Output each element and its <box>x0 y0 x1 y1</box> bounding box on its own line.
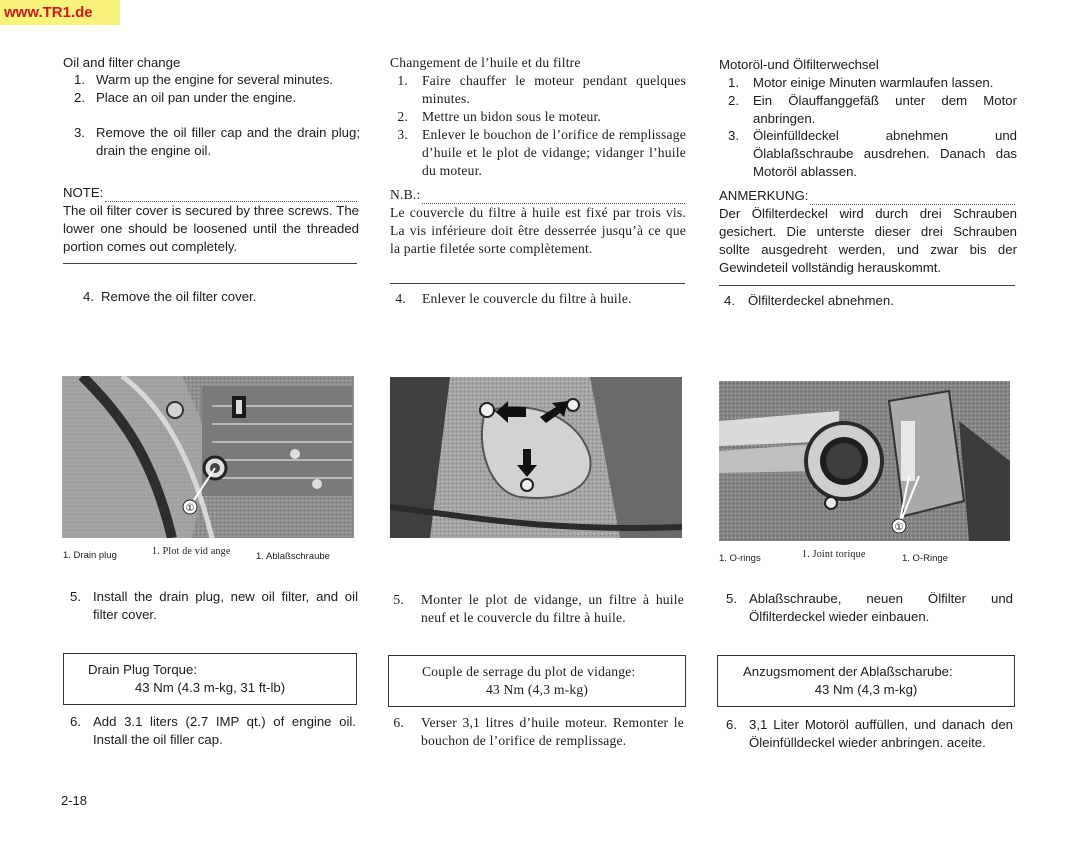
step-en-5 <box>63 588 358 624</box>
torque-label: Drain Plug Torque: <box>88 662 197 677</box>
divider <box>63 263 357 264</box>
torque-box-en <box>63 653 357 705</box>
step-de-3 <box>719 127 1017 181</box>
callout-number: ① <box>894 522 904 533</box>
step-number: 6. <box>393 715 404 730</box>
step-text: Mettre un bidon sous le moteur. <box>422 109 602 124</box>
step-en-3 <box>63 124 360 160</box>
step-text: Install the drain plug, new oil filter, and oil filter cover. <box>93 589 358 622</box>
dotted-line <box>105 190 357 202</box>
step-de-2 <box>719 92 1017 128</box>
step-text: Warm up the engine for several minutes. <box>96 72 333 87</box>
callout-number: ① <box>185 503 195 514</box>
step-number: 5. <box>726 591 737 606</box>
step-text: Öleinfülldeckel abnehmen und Ölablaßschraube ausdrehen. Danach das Motoröl ablassen. <box>753 128 1017 179</box>
section-title-en: Oil and filter change <box>63 55 181 70</box>
caption-o-rings-de: 1. O-Ringe <box>902 553 948 564</box>
step-fr-5 <box>390 591 684 627</box>
step-number: 4. <box>83 289 94 304</box>
caption-o-rings-en: 1. O-rings <box>719 553 761 564</box>
caption-en: 1. Drain plug <box>63 550 117 561</box>
torque-box-de <box>717 655 1015 707</box>
caption-de: 1. Ablaßschraube <box>256 551 330 562</box>
torque-label: Couple de serrage du plot de vidange: <box>422 664 636 679</box>
caption-o-rings-fr: 1. Joint torique <box>802 549 866 560</box>
step-number: 4. <box>395 291 406 306</box>
o-rings-photo-illustration <box>719 381 1010 541</box>
step-number: 1. <box>397 73 408 88</box>
step-fr-2 <box>390 108 686 126</box>
note-text-fr: Le couvercle du filtre à huile est fixé par trois vis. La vis inférieure doit être desserrée jusqu’à ce que la partie filetée sorte complètement. <box>390 205 686 256</box>
step-number: 2. <box>397 109 408 124</box>
divider <box>719 285 1015 286</box>
note-heading-en <box>63 184 357 202</box>
note-label: ANMERKUNG: <box>719 188 809 203</box>
step-fr-4 <box>390 290 686 308</box>
step-text: Place an oil pan under the engine. <box>96 90 297 105</box>
step-en-6 <box>63 713 356 749</box>
step-number: 3. <box>728 128 739 143</box>
step-text: Add 3.1 liters (2.7 IMP qt.) of engine oil. Install the oil filler cap. <box>93 714 356 747</box>
engine-photo-illustration <box>62 376 354 538</box>
step-number: 1. <box>74 72 85 87</box>
step-number: 5. <box>70 589 81 604</box>
page-number: 2-18 <box>61 793 88 808</box>
filter-cover-photo-illustration <box>390 377 682 538</box>
step-number: 3. <box>74 125 85 140</box>
section-title-fr: Changement de l’huile et du filtre <box>390 55 581 70</box>
step-text: Ein Ölauffanggefäß unter dem Motor anbringen. <box>753 93 1017 126</box>
step-number: 6. <box>726 717 737 732</box>
note-heading-de <box>719 187 1015 205</box>
step-text: Monter le plot de vidange, un filtre à huile neuf et le couvercle du filtre à huile. <box>421 592 684 625</box>
step-text: Verser 3,1 litres d’huile moteur. Remonter le bouchon de l’orifice de remplissage. <box>421 715 684 748</box>
step-text: Remove the oil filter cover. <box>101 289 257 304</box>
step-fr-6 <box>390 714 684 750</box>
step-text: Remove the oil filler cap and the drain plug; drain the engine oil. <box>96 125 360 158</box>
step-number: 1. <box>728 75 739 90</box>
step-number: 5. <box>393 592 404 607</box>
step-number: 2. <box>728 93 739 108</box>
step-fr-3 <box>390 126 686 180</box>
step-en-4 <box>63 288 360 306</box>
step-number: 2. <box>74 90 85 105</box>
step-de-6 <box>719 716 1013 752</box>
step-number: 4. <box>724 293 735 308</box>
note-label: NOTE: <box>63 185 104 200</box>
torque-label: Anzugsmoment der Ablaßscharube: <box>743 664 953 679</box>
step-text: Faire chauffer le moteur pendant quelques minutes. <box>422 73 686 106</box>
step-de-4 <box>719 292 1017 310</box>
step-en-2 <box>63 89 360 107</box>
caption-fr: 1. Plot de vid ange <box>152 546 231 557</box>
note-text-en: The oil filter cover is secured by three screws. The lower one should be loosened until the threaded portion comes out completely. <box>63 203 359 254</box>
photo-o-rings <box>719 381 1010 541</box>
step-de-1 <box>719 74 1017 92</box>
note-text-de: Der Ölfilterdeckel wird durch drei Schrauben gesichert. Die unterste dieser drei Schrauben sollte ausgedreht werden, und zwar bis der Gewindeteil vollständig herauskommt. <box>719 206 1017 275</box>
note-label: N.B.: <box>390 187 421 202</box>
step-number: 3. <box>397 127 408 142</box>
torque-value: 43 Nm (4,3 m-kg) <box>485 682 589 697</box>
step-de-5 <box>719 590 1013 626</box>
divider <box>390 283 685 284</box>
note-heading-fr <box>390 186 685 204</box>
torque-box-fr <box>388 655 686 707</box>
step-number: 6. <box>70 714 81 729</box>
section-title-de: Motoröl-und Ölfilterwechsel <box>719 57 879 72</box>
step-text: 3,1 Liter Motoröl auffüllen, und danach den Öleinfülldeckel wieder anbringen. aceite. <box>749 717 1013 750</box>
step-text: Enlever le couvercle du filtre à huile. <box>422 291 632 306</box>
step-en-1 <box>63 71 360 89</box>
torque-value: 43 Nm (4.3 m-kg, 31 ft-lb) <box>134 680 286 695</box>
step-text: Enlever le bouchon de l’orifice de remplissage d’huile et le plot de vidange; vidanger l’huile du moteur. <box>422 127 686 178</box>
step-fr-1 <box>390 72 686 108</box>
photo-drain-plug <box>62 376 354 538</box>
step-text: Ablaßschraube, neuen Ölfilter und Ölfilterdeckel wieder einbauen. <box>749 591 1013 624</box>
dotted-line <box>810 193 1015 205</box>
photo-filter-cover <box>390 377 682 538</box>
step-text: Ölfilterdeckel abnehmen. <box>748 293 894 308</box>
step-text: Motor einige Minuten warmlaufen lassen. <box>753 75 994 90</box>
site-logo[interactable]: www.TR1.de <box>0 0 120 25</box>
torque-value: 43 Nm (4,3 m-kg) <box>814 682 918 697</box>
dotted-line <box>422 192 685 204</box>
